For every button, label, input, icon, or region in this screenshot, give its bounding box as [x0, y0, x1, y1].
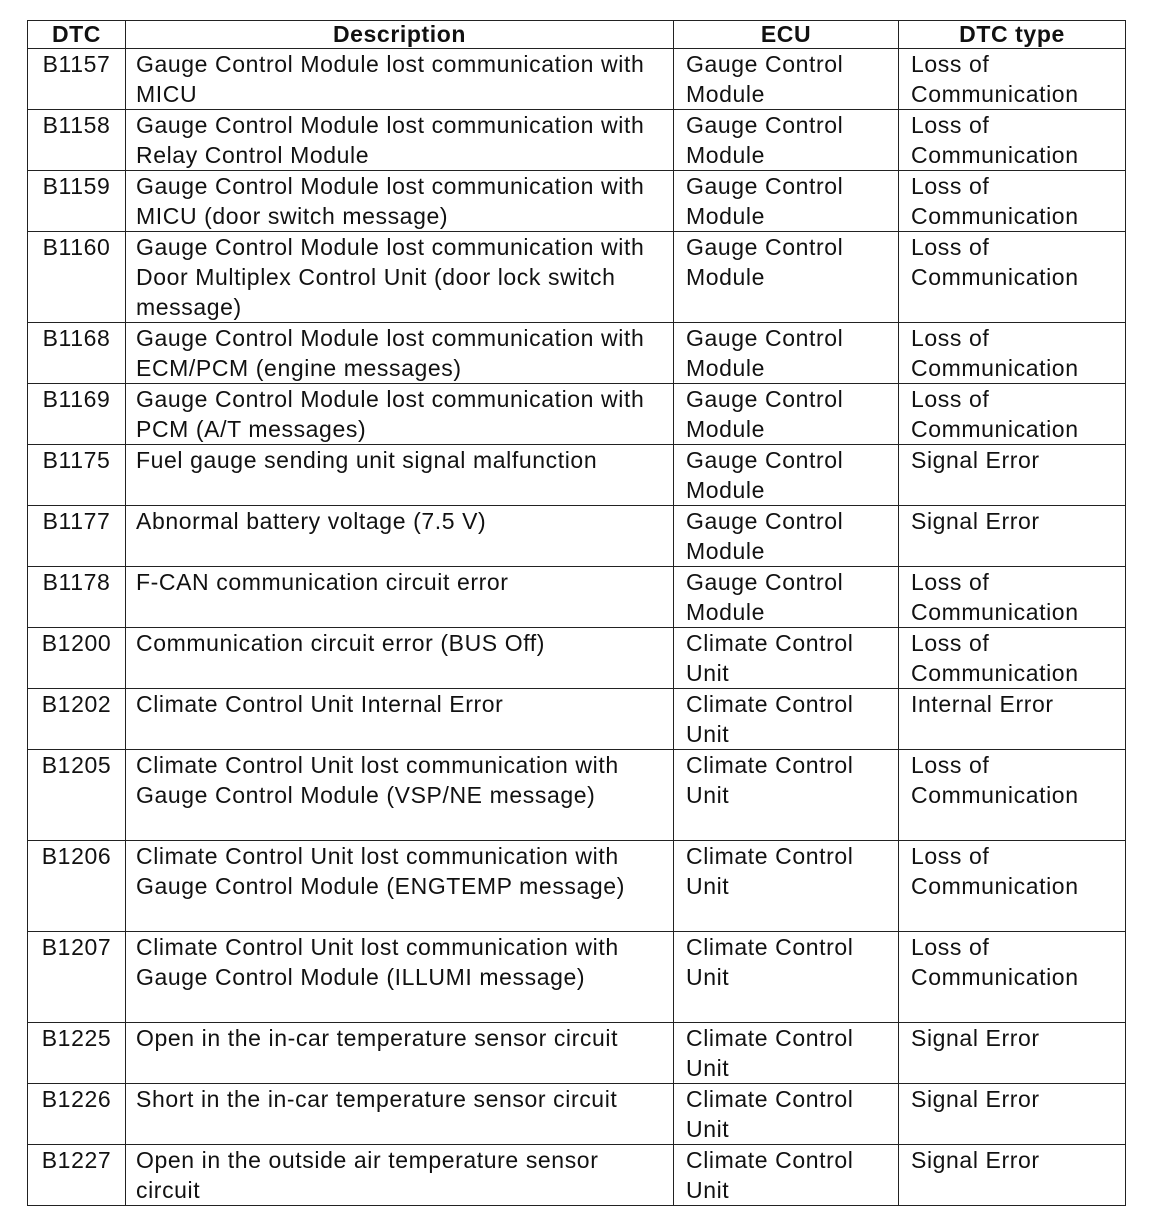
dtc-description: Gauge Control Module lost communication with MICU	[126, 49, 674, 110]
table-row	[28, 49, 1126, 110]
dtc-code: B1177	[28, 506, 126, 567]
table-row	[28, 1084, 1126, 1145]
dtc-description: Open in the in-car temperature sensor circuit	[126, 1023, 674, 1084]
table-row	[28, 1023, 1126, 1084]
dtc-description: Climate Control Unit Internal Error	[126, 689, 674, 750]
table-row	[28, 171, 1126, 232]
table-row	[28, 506, 1126, 567]
table-row	[28, 689, 1126, 750]
dtc-code: B1225	[28, 1023, 126, 1084]
dtc-type: Loss of Communication	[899, 932, 1126, 1023]
table-row	[28, 445, 1126, 506]
dtc-ecu: Climate Control Unit	[674, 1023, 899, 1084]
dtc-code: B1158	[28, 110, 126, 171]
dtc-code: B1159	[28, 171, 126, 232]
dtc-description: Gauge Control Module lost communication with Relay Control Module	[126, 110, 674, 171]
dtc-table-container	[27, 20, 1125, 1206]
dtc-table	[27, 20, 1126, 1206]
dtc-type: Loss of Communication	[899, 750, 1126, 841]
dtc-description: Gauge Control Module lost communication with ECM/PCM (engine messages)	[126, 323, 674, 384]
table-row	[28, 932, 1126, 1023]
table-row	[28, 841, 1126, 932]
table-row	[28, 384, 1126, 445]
header-dtc-type: DTC type	[899, 21, 1126, 49]
dtc-ecu: Climate Control Unit	[674, 750, 899, 841]
dtc-ecu: Gauge Control Module	[674, 567, 899, 628]
dtc-type: Loss of Communication	[899, 384, 1126, 445]
dtc-description: Abnormal battery voltage (7.5 V)	[126, 506, 674, 567]
dtc-ecu: Climate Control Unit	[674, 689, 899, 750]
header-dtc: DTC	[28, 21, 126, 49]
dtc-code: B1205	[28, 750, 126, 841]
dtc-type: Loss of Communication	[899, 628, 1126, 689]
dtc-ecu: Climate Control Unit	[674, 841, 899, 932]
dtc-ecu: Gauge Control Module	[674, 171, 899, 232]
dtc-type: Signal Error	[899, 445, 1126, 506]
dtc-code: B1207	[28, 932, 126, 1023]
dtc-description: Open in the outside air temperature sensor circuit	[126, 1145, 674, 1206]
dtc-description: F-CAN communication circuit error	[126, 567, 674, 628]
dtc-description: Gauge Control Module lost communication with MICU (door switch message)	[126, 171, 674, 232]
dtc-description: Fuel gauge sending unit signal malfunction	[126, 445, 674, 506]
dtc-type: Loss of Communication	[899, 323, 1126, 384]
dtc-ecu: Gauge Control Module	[674, 445, 899, 506]
dtc-description: Gauge Control Module lost communication with Door Multiplex Control Unit (door lock switch message)	[126, 232, 674, 323]
dtc-ecu: Gauge Control Module	[674, 506, 899, 567]
dtc-code: B1200	[28, 628, 126, 689]
dtc-type: Loss of Communication	[899, 567, 1126, 628]
dtc-type: Loss of Communication	[899, 49, 1126, 110]
header-description: Description	[126, 21, 674, 49]
dtc-code: B1168	[28, 323, 126, 384]
dtc-type: Loss of Communication	[899, 232, 1126, 323]
dtc-code: B1160	[28, 232, 126, 323]
dtc-type: Loss of Communication	[899, 171, 1126, 232]
dtc-ecu: Climate Control Unit	[674, 1084, 899, 1145]
table-header-row	[28, 21, 1126, 49]
table-row	[28, 323, 1126, 384]
dtc-type: Internal Error	[899, 689, 1126, 750]
dtc-code: B1157	[28, 49, 126, 110]
dtc-ecu: Gauge Control Module	[674, 323, 899, 384]
header-ecu: ECU	[674, 21, 899, 49]
table-row	[28, 1145, 1126, 1206]
dtc-code: B1202	[28, 689, 126, 750]
dtc-code: B1227	[28, 1145, 126, 1206]
dtc-ecu: Gauge Control Module	[674, 110, 899, 171]
dtc-ecu: Climate Control Unit	[674, 932, 899, 1023]
dtc-description: Gauge Control Module lost communication with PCM (A/T messages)	[126, 384, 674, 445]
dtc-description: Climate Control Unit lost communication with Gauge Control Module (VSP/NE message)	[126, 750, 674, 841]
dtc-ecu: Climate Control Unit	[674, 1145, 899, 1206]
dtc-ecu: Climate Control Unit	[674, 628, 899, 689]
dtc-type: Signal Error	[899, 1084, 1126, 1145]
dtc-code: B1169	[28, 384, 126, 445]
dtc-description: Climate Control Unit lost communication with Gauge Control Module (ILLUMI message)	[126, 932, 674, 1023]
dtc-ecu: Gauge Control Module	[674, 384, 899, 445]
dtc-description: Short in the in-car temperature sensor circuit	[126, 1084, 674, 1145]
dtc-ecu: Gauge Control Module	[674, 232, 899, 323]
table-row	[28, 110, 1126, 171]
dtc-type: Signal Error	[899, 1145, 1126, 1206]
dtc-type: Loss of Communication	[899, 841, 1126, 932]
dtc-code: B1206	[28, 841, 126, 932]
dtc-type: Loss of Communication	[899, 110, 1126, 171]
dtc-ecu: Gauge Control Module	[674, 49, 899, 110]
dtc-type: Signal Error	[899, 1023, 1126, 1084]
dtc-code: B1175	[28, 445, 126, 506]
table-row	[28, 232, 1126, 323]
dtc-code: B1178	[28, 567, 126, 628]
table-row	[28, 567, 1126, 628]
table-row	[28, 750, 1126, 841]
dtc-description: Communication circuit error (BUS Off)	[126, 628, 674, 689]
dtc-type: Signal Error	[899, 506, 1126, 567]
dtc-description: Climate Control Unit lost communication with Gauge Control Module (ENGTEMP message)	[126, 841, 674, 932]
table-row	[28, 628, 1126, 689]
dtc-code: B1226	[28, 1084, 126, 1145]
